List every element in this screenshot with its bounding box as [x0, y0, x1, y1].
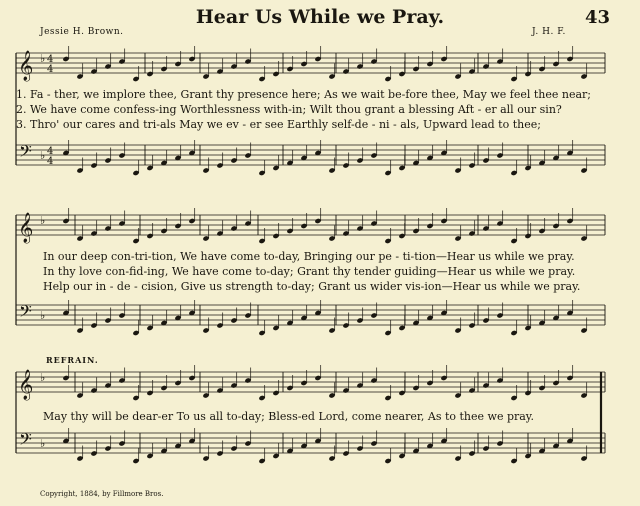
verse-line-2-1: In our deep con-tri-tion, We have come to-day, Bringing our pe - ti-tion—Hear us while we pray. [43, 250, 575, 263]
refrain-line: May thy will be dear-er To us all to-day; Bless-ed Lord, come nearer, As to thee we pray. [43, 410, 535, 423]
bass-clef: 𝄢 [19, 141, 32, 165]
bass-clef: 𝄢 [19, 301, 32, 325]
key-signature: ♭ [40, 437, 46, 450]
verse-line-1-2: 2. We have come confess-ing Worthlessness with-in; Wilt thou grant a blessing Aft - er all our sin? [16, 103, 562, 116]
time-signature: 4 [47, 64, 54, 75]
verse-line-1-3: 3. Thro' our cares and tri-als May we ev - er see Earthly self-de - ni - als, Upward lead to thee; [16, 118, 541, 131]
treble-clef: 𝄞 [18, 51, 34, 81]
treble-clef: 𝄞 [18, 370, 34, 400]
time-signature: 4 [47, 146, 54, 157]
key-signature: ♭ [40, 52, 46, 65]
key-signature: ♭ [40, 149, 46, 162]
verse-line-2-3: Help our in - de - cision, Give us strength to-day; Grant us wider vis-ion—Hear us while we pray. [43, 280, 581, 293]
page-number: 43 [584, 7, 610, 28]
bass-clef: 𝄢 [19, 429, 32, 453]
composer-credit: J. H. F. [532, 27, 566, 37]
key-signature: ♭ [40, 214, 46, 227]
time-signature: 4 [47, 156, 54, 167]
time-signature: 4 [47, 54, 54, 65]
hymn-title: Hear Us While we Pray. [195, 6, 445, 28]
treble-clef: 𝄞 [18, 213, 34, 243]
key-signature: ♭ [40, 309, 46, 322]
verse-line-2-2: In thy love con-fid-ing, We have come to-day; Grant thy tender guiding—Hear us while we pray. [43, 265, 576, 278]
verse-line-1-1: 1. Fa - ther, we implore thee, Grant thy presence here; As we wait be-fore thee, May we feel thee near; [16, 88, 591, 101]
refrain-label: REFRAIN. [46, 355, 99, 365]
copyright-notice: Copyright, 1884, by Fillmore Bros. [40, 490, 164, 498]
lyricist-credit: Jessie H. Brown. [40, 27, 124, 37]
key-signature: ♭ [40, 371, 46, 384]
